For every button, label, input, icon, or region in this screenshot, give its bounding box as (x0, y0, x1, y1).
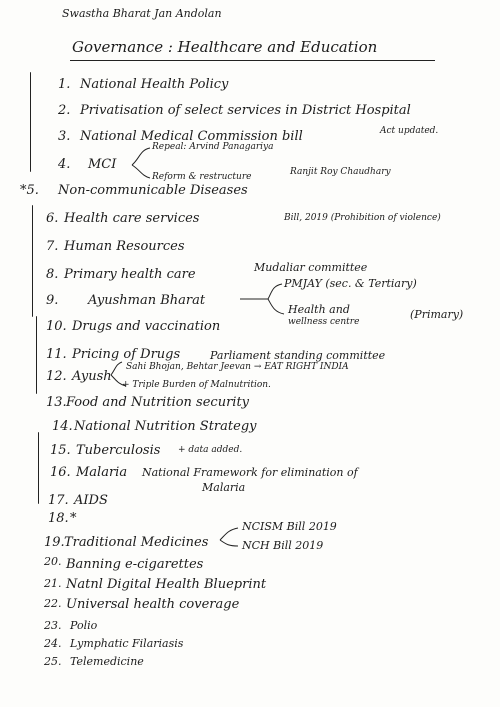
item-number: 7. (46, 239, 59, 254)
item-text: Pricing of Drugs (72, 347, 181, 362)
item-text: Drugs and vaccination (72, 319, 221, 334)
page-title: Governance : Healthcare and Education (72, 38, 378, 56)
item-number: 4. (58, 157, 71, 172)
item-text: National Nutrition Strategy (74, 419, 257, 434)
item-note: Parliament standing committee (210, 349, 386, 362)
item-number: 24. (44, 637, 62, 650)
item-number: 16. (50, 465, 71, 480)
item-note: Mudaliar committee (254, 261, 368, 274)
item-sub: PMJAY (sec. & Tertiary) (284, 277, 417, 290)
item-text: Ayushman Bharat (88, 293, 206, 308)
item-text: Privatisation of select services in District Hospital (80, 103, 411, 118)
item-number: 15. (50, 443, 71, 458)
item-text: Lymphatic Filariasis (70, 637, 184, 650)
item-text: Traditional Medicines (64, 535, 209, 550)
item-text: Natnl Digital Health Blueprint (66, 577, 267, 592)
item-number: *5. (20, 183, 39, 198)
item-sub-note: (Primary) (410, 308, 464, 321)
item-number: 25. (44, 655, 62, 668)
item-text: MCI (88, 157, 117, 172)
item-number: 22. (44, 597, 62, 610)
item-sub: NCISM Bill 2019 (242, 520, 337, 533)
page-header: Swastha Bharat Jan Andolan (62, 7, 222, 20)
item-text: National Health Policy (80, 77, 229, 92)
item-number: 23. (44, 619, 62, 632)
item-number: 11. (46, 347, 67, 362)
item-text: Telemedicine (70, 655, 144, 668)
item-note: National Framework for elimination of (142, 466, 358, 479)
item-number: 18. (48, 511, 69, 526)
item-text: Health care services (64, 211, 200, 226)
item-text: AIDS (74, 493, 108, 508)
item-number: 9. (46, 293, 59, 308)
item-sub: Health and (288, 303, 350, 316)
item-text: Ayush (72, 369, 112, 384)
item-number: 19. (44, 535, 65, 550)
item-number: 21. (44, 577, 62, 590)
item-note: Malaria (202, 481, 246, 494)
item-number: 12. (46, 369, 67, 384)
item-text: Polio (70, 619, 98, 632)
item-sub: Sahi Bhojan, Behtar Jeevan → EAT RIGHT INDIA (126, 362, 349, 372)
item-note: Bill, 2019 (Prohibition of violence) (284, 213, 441, 223)
item-text: Banning e-cigarettes (66, 557, 204, 572)
item-number: 1. (58, 77, 71, 92)
item-text: Malaria (76, 465, 128, 480)
item-sub: wellness centre (288, 317, 360, 327)
item-note: Act updated. (380, 126, 439, 136)
item-number: 20. (44, 555, 62, 568)
item-number: 17. (48, 493, 69, 508)
item-text: Universal health coverage (66, 597, 240, 612)
item-number: 14. (52, 419, 73, 434)
item-number: 6. (46, 211, 59, 226)
item-text: Human Resources (64, 239, 185, 254)
item-note: + data added. (178, 445, 243, 455)
item-number: 13. (46, 395, 67, 410)
item-sub: Repeal: Arvind Panagariya (152, 142, 274, 152)
item-text: Primary health care (64, 267, 196, 282)
item-sub: NCH Bill 2019 (242, 539, 324, 552)
item-number: 2. (58, 103, 71, 118)
item-text: National Medical Commission bill (80, 129, 303, 144)
item-number: 3. (58, 129, 71, 144)
item-number: 8. (46, 267, 59, 282)
item-text: Tuberculosis (76, 443, 161, 458)
item-sub-note: Ranjit Roy Chaudhary (290, 167, 391, 177)
item-text: Food and Nutrition security (66, 395, 250, 410)
item-text: Non-communicable Diseases (58, 183, 248, 198)
item-text: * (70, 511, 77, 526)
item-number: 10. (46, 319, 67, 334)
item-sub: + Triple Burden of Malnutrition. (122, 380, 271, 390)
item-sub: Reform & restructure (152, 172, 252, 182)
